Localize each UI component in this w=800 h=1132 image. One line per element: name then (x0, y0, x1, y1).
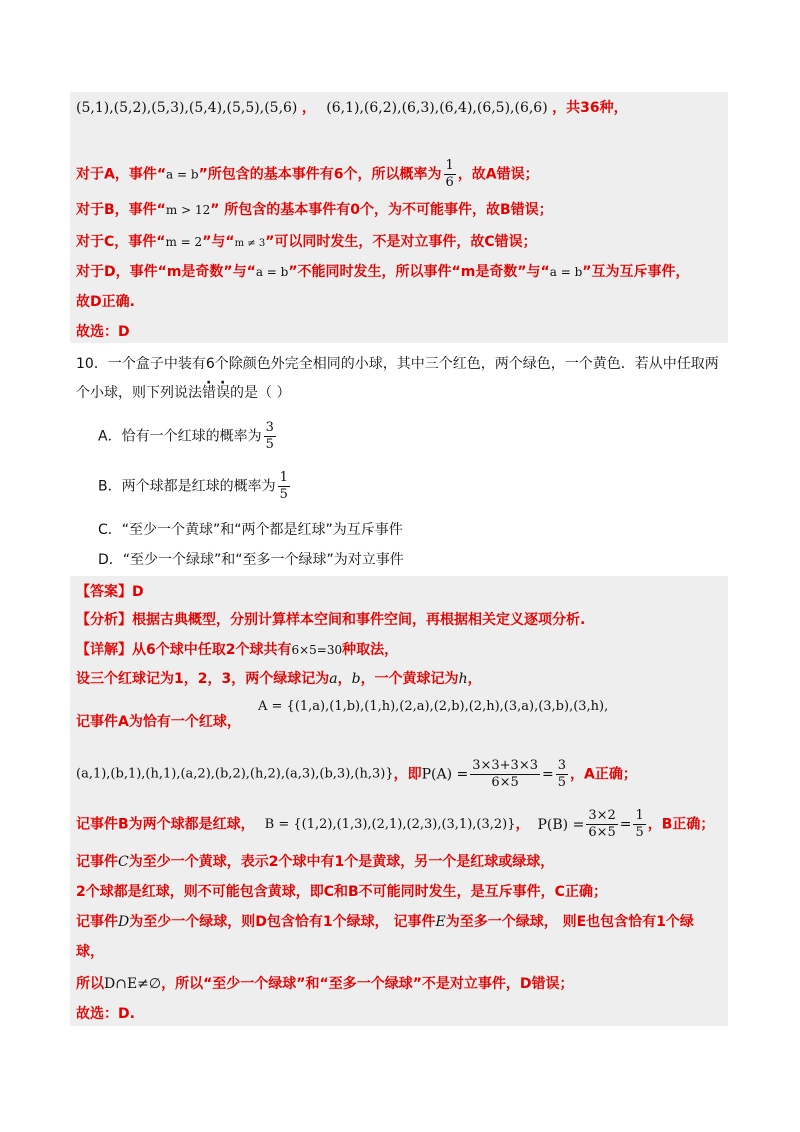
question-line-1: 10．一个盒子中装有6个除颜色外完全相同的小球，其中三个红色，两个绿色，一个黄色．若从中任取两 (76, 356, 719, 372)
comma: ， (301, 100, 316, 116)
math-6x5: 6×5=30 (291, 643, 343, 657)
prob-b-lhs: P(B) = (537, 816, 585, 833)
emphasis-char: 误 (216, 385, 230, 401)
math-m-neq-3: m ≠ 3 (234, 238, 266, 249)
prob-b-fraction: $\frac{3\times 2}{6\times 5}$ (588, 808, 616, 840)
question-line-2: 个小球，则下列说法错误的是（ ） (76, 385, 291, 401)
label-line: 设三个红球记为1，2，3，两个绿球记为a，b，一个黄球记为h， (76, 671, 482, 687)
prob-a-result: $\frac{3}{5}$ (557, 758, 567, 790)
prev-option-a-line: 对于A，事件“a = b”所包含的基本事件有6个，所以概率为 $\frac{1}{6}$ ，故A错误； (76, 158, 539, 190)
analysis-line: 【分析】根据古典概型，分别计算样本空间和事件空间，再根据相关定义逐项分析. (76, 612, 586, 628)
math-m-eq-2: m = 2 (165, 235, 203, 249)
event-c-line-2: 2个球都是红球，则不可能包含黄球，即C和B不可能同时发生，是互斥事件，C正确； (76, 884, 607, 900)
answer-label: 【答案】D (76, 584, 144, 600)
prev-option-c-line: 对于C，事件“m = 2”与“m ≠ 3”可以同时发生，不是对立事件，故C错误； (76, 234, 537, 250)
prob-a-fraction: $\frac{3\times 3+3\times 3}{6\times 5}$ (472, 758, 538, 790)
final-choice: 故选：D. (76, 1006, 135, 1022)
prev-option-b-line: 对于B，事件“m > 12” 所包含的基本事件有0个，为不可能事件，故B错误； (76, 202, 553, 218)
math-d-intersect-e: D∩E≠∅ (104, 976, 162, 992)
prev-choice: 故选：D (76, 324, 130, 340)
event-d-line-2: 球， (76, 944, 104, 960)
event-d-line-3: 所以D∩E≠∅，所以“至少一个绿球”和“至多一个绿球”不是对立事件，D错误； (76, 976, 574, 992)
fraction-1-5: $\frac{1}{5}$ (279, 470, 288, 502)
event-c-line-1: 记事件C为至少一个黄球，表示2个球中有1个是黄球，另一个是红球或绿球， (76, 854, 555, 870)
set-a-part1: A = {(1,a),(1,b),(1,h),(2,a),(2,b),(2,h),(3,a),(3,b),(3,h), (258, 699, 609, 714)
set-pairs-a: (5,1),(5,2),(5,3),(5,4),(5,5),(5,6) (76, 100, 298, 116)
option-b: B．两个球都是红球的概率为 $\frac{1}{5}$ (98, 470, 288, 502)
option-a: A．恰有一个红球的概率为 $\frac{3}{5}$ (98, 420, 274, 452)
prev-option-d-line2: 故D正确. (76, 294, 135, 310)
math-a-eq-b: a = b (166, 167, 199, 182)
prev-set-line (76, 98, 628, 118)
option-d: D．“至少一个绿球”和“至多一个绿球”为对立事件 (98, 552, 404, 568)
prob-b-result: $\frac{1}{5}$ (635, 808, 644, 840)
fraction-3-5: $\frac{3}{5}$ (265, 420, 274, 452)
set-a-part2: (a,1),(b,1),(h,1),(a,2),(b,2),(h,2),(a,3),(b,3),(h,3)} (76, 766, 394, 782)
prev-option-d-line: 对于D，事件“m是奇数”与“a = b”不能同时发生，所以事件“m是奇数”与“a = b”互为互斥事件， (76, 264, 690, 280)
event-d-line-1: 记事件D为至少一个绿球，则D包含恰有1个绿球， 记事件E为至多一个绿球， 则E也包含恰有1个绿 (76, 914, 694, 930)
set-pairs-b: (6,1),(6,2),(6,3),(6,4),(6,5),(6,6) (326, 100, 548, 116)
prob-a-lhs: P(A) = (421, 766, 469, 783)
math-m-gt-12: m > 12 (165, 203, 211, 217)
event-b-line: 记事件B为两个球都是红球， B = {(1,2),(1,3),(2,1),(2,3),(3,1),(3,2)}， P(B) = $\frac{3\times 2}{6\times 5}$ = $\frac{1}{5}$ ，B正确； (76, 808, 715, 840)
total-count: ，共36种， (552, 100, 628, 116)
emphasis-char: 错 (202, 385, 216, 401)
set-b: B = {(1,2),(1,3),(2,1),(2,3),(3,1),(3,2)} (264, 816, 516, 832)
option-c: C．“至少一个黄球”和“两个都是红球”为互斥事件 (98, 522, 403, 538)
event-a-prob-line: (a,1),(b,1),(h,1),(a,2),(b,2),(h,2),(a,3),(b,3),(h,3)}，即P(A) = $\frac{3\times 3+3\times 3}{6\times 5}$ = $\frac{3}{5}$ ，A正确； (76, 758, 637, 790)
fraction-1-6: $\frac{1}{6}$ (445, 158, 454, 190)
detail-line: 【详解】从6个球中任取2个球共有6×5=30种取法， (76, 642, 399, 658)
event-a-line: 记事件A为恰有一个红球， (76, 714, 241, 730)
